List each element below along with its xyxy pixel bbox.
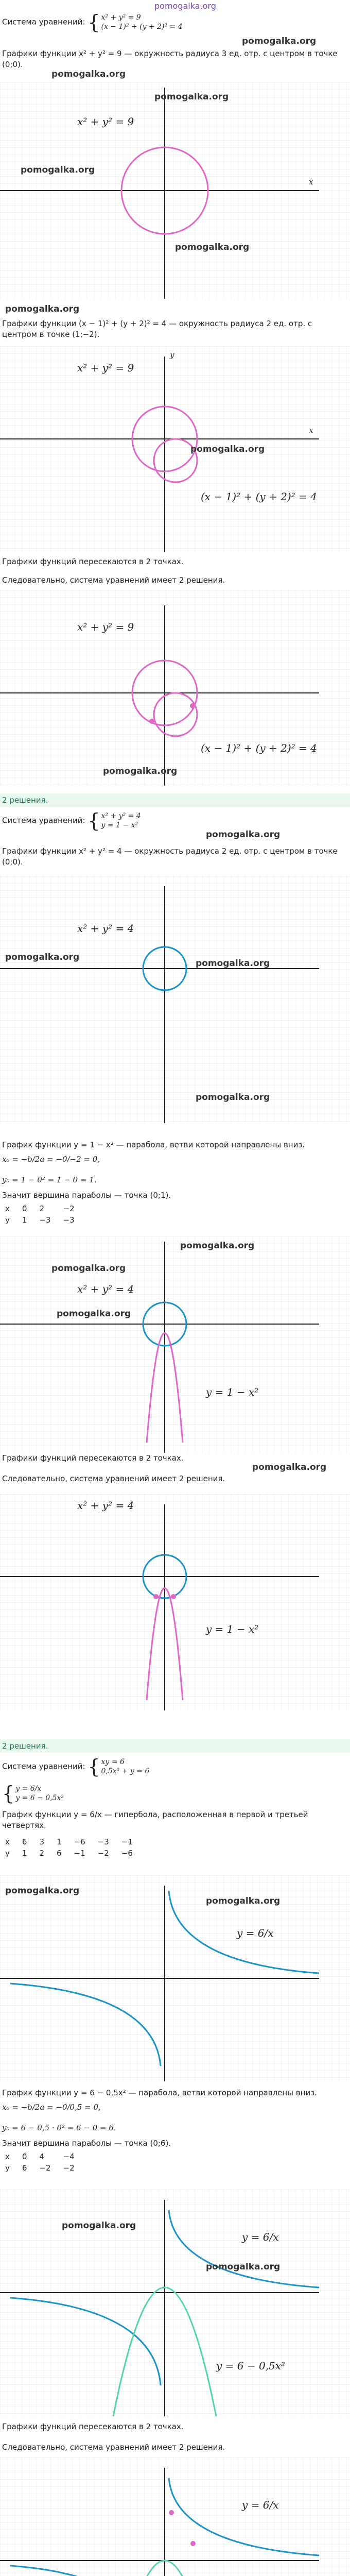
label-hyperbola: y = 6/x — [242, 2499, 279, 2511]
watermark: pomogalka.org — [57, 1309, 131, 1319]
watermark: pomogalka.org — [103, 766, 178, 776]
paragraph: Графики функций пересекаются в 2 точках. — [2, 557, 184, 566]
paragraph: Графики функций пересекаются в 2 точках. — [2, 2422, 184, 2431]
paragraph: Графики функции x² + y² = 4 — окружность радиуса 2 ед. отр. с центром в точке (0;0). — [2, 846, 338, 867]
watermark: pomogalka.org — [206, 829, 281, 840]
graph-5 — [0, 1236, 350, 1453]
watermark: pomogalka.org — [21, 165, 95, 175]
graph-7 — [0, 1875, 350, 2081]
site-url[interactable]: pomogalka.org — [154, 1, 216, 11]
graph-7-canvas — [0, 1875, 350, 2081]
x-axis-label: x — [309, 177, 313, 187]
graph-6 — [0, 1494, 350, 1710]
intersection-point — [190, 703, 195, 708]
graph-3-canvas — [0, 590, 350, 786]
task2-system: Система уравнений: { x² + y² = 4 y = 1 − x² — [2, 809, 141, 832]
label-circle4: x² + y² = 4 — [77, 922, 134, 935]
watermark: pomogalka.org — [5, 1886, 80, 1896]
label-hyperbola: y = 6/x — [237, 1927, 274, 1939]
watermark: pomogalka.org — [196, 958, 270, 969]
y0-formula: y₀ = 1 − 0² = 1 − 0 = 1. — [2, 1175, 97, 1184]
graph-8 — [0, 2190, 350, 2416]
graph-4 — [0, 876, 350, 1123]
x0-formula: x₀ = −b/2a = −0/0,5 = 0, — [2, 2103, 101, 2112]
equation: (x − 1)² + (y + 2)² = 4 — [101, 23, 183, 31]
paragraph: График функции y = 6/x — гипербола, расположенная в первой и третьей четвертях. — [2, 1810, 308, 1830]
system-label: Система уравнений: — [2, 17, 85, 27]
y-axis-label: y — [170, 350, 174, 360]
label-circle4: x² + y² = 4 — [77, 1283, 134, 1295]
equation: x² + y² = 9 — [101, 13, 141, 22]
values-table: x 6 3 1 −6 −3 −1 y 1 2 6 −1 −2 −6 — [5, 1837, 133, 1858]
paragraph: Графики функции x² + y² = 9 — окружность радиуса 3 ед. отр. с центром в точке (0;0). — [2, 49, 338, 69]
paragraph: Следовательно, система уравнений имеет 2 решения. — [2, 1474, 225, 1483]
y0-formula: y₀ = 6 − 0,5 · 0² = 6 − 0 = 6. — [2, 2123, 116, 2132]
values-table: x 0 2 −2 y 1 −3 −3 — [5, 1204, 75, 1225]
watermark: pomogalka.org — [190, 444, 265, 454]
watermark: pomogalka.org — [180, 1241, 255, 1251]
label-circle9: x² + y² = 9 — [77, 621, 134, 633]
watermark: pomogalka.org — [62, 2221, 136, 2231]
label-parabola1: y = 1 − x² — [206, 1386, 259, 1398]
watermark: pomogalka.org — [175, 242, 250, 252]
watermark: pomogalka.org — [252, 1462, 327, 1472]
graph-9-canvas — [0, 2458, 350, 2576]
equation-system: { x² + y² = 9 (x − 1)² + (y + 2)² = 4 — [87, 11, 183, 33]
watermark: pomogalka.org — [206, 2262, 281, 2272]
equation-system: { x² + y² = 4 y = 1 − x² — [87, 809, 141, 832]
answer-2: 2 решения. — [0, 1739, 350, 1753]
paragraph: Значит вершина параболы — точка (0;6). — [2, 2139, 171, 2148]
graph-1-canvas — [0, 82, 350, 299]
x0-formula: x₀ = −b/2a = −0/−2 = 0, — [2, 1155, 100, 1164]
task1-system — [2, 12, 348, 32]
label-hyperbola: y = 6/x — [242, 2231, 279, 2243]
x-axis-label: x — [309, 426, 313, 435]
graph-2-canvas — [0, 346, 350, 552]
watermark: pomogalka.org — [242, 36, 317, 46]
graph-8-canvas — [0, 2190, 350, 2416]
graph-4-canvas — [0, 876, 350, 1123]
graph-2 — [0, 346, 350, 552]
label-circle-shift: (x − 1)² + (y + 2)² = 4 — [201, 742, 317, 754]
equation-system: { xy = 6 0,5x² + y = 6 — [87, 1755, 150, 1778]
label-circle9: x² + y² = 9 — [77, 362, 134, 374]
label-circle4: x² + y² = 4 — [77, 1499, 134, 1512]
label-circle-shift: (x − 1)² + (y + 2)² = 4 — [201, 490, 317, 503]
values-table: x 0 4 −4 y 6 −2 −2 — [5, 2152, 75, 2173]
watermark: pomogalka.org — [5, 952, 80, 962]
task3-system-rewritten: { y = 6/x y = 6 − 0,5x² — [2, 1782, 64, 1805]
paragraph: Графики функций пересекаются в 2 точках. — [2, 1453, 184, 1463]
graph-1 — [0, 82, 350, 299]
answer-1: 2 решения. — [0, 793, 350, 807]
watermark: pomogalka.org — [5, 304, 80, 314]
watermark: pomogalka.org — [196, 1092, 270, 1103]
watermark: pomogalka.org — [206, 1896, 281, 1906]
label-circle9: x² + y² = 9 — [77, 115, 134, 128]
paragraph: Следовательно, система уравнений имеет 2 решения. — [2, 575, 225, 585]
label-parabola6: y = 6 − 0,5x² — [216, 2360, 286, 2372]
paragraph: Графики функции (x − 1)² + (y + 2)² = 4 — окружность радиуса 2 ед. отр. с центром в точке (1;−2). — [2, 319, 312, 339]
graph-3 — [0, 590, 350, 786]
paragraph: График функции y = 1 − x² — парабола, ветви которой направлены вниз. — [2, 1140, 305, 1149]
watermark: pomogalka.org — [51, 69, 126, 79]
intersection-point — [149, 719, 154, 724]
watermark: pomogalka.org — [51, 1263, 126, 1274]
paragraph: График функции y = 6 − 0,5x² — парабола, ветви которой направлены вниз. — [2, 2088, 317, 2097]
graph-9 — [0, 2458, 350, 2576]
label-parabola1: y = 1 − x² — [206, 1623, 259, 1635]
paragraph: Следовательно, система уравнений имеет 2 решения. — [2, 2443, 225, 2452]
graph-6-canvas — [0, 1494, 350, 1710]
watermark: pomogalka.org — [154, 92, 229, 102]
paragraph: Значит вершина параболы — точка (0;1). — [2, 1191, 171, 1200]
task3-system: Система уравнений: { xy = 6 0,5x² + y = 6 — [2, 1755, 150, 1778]
